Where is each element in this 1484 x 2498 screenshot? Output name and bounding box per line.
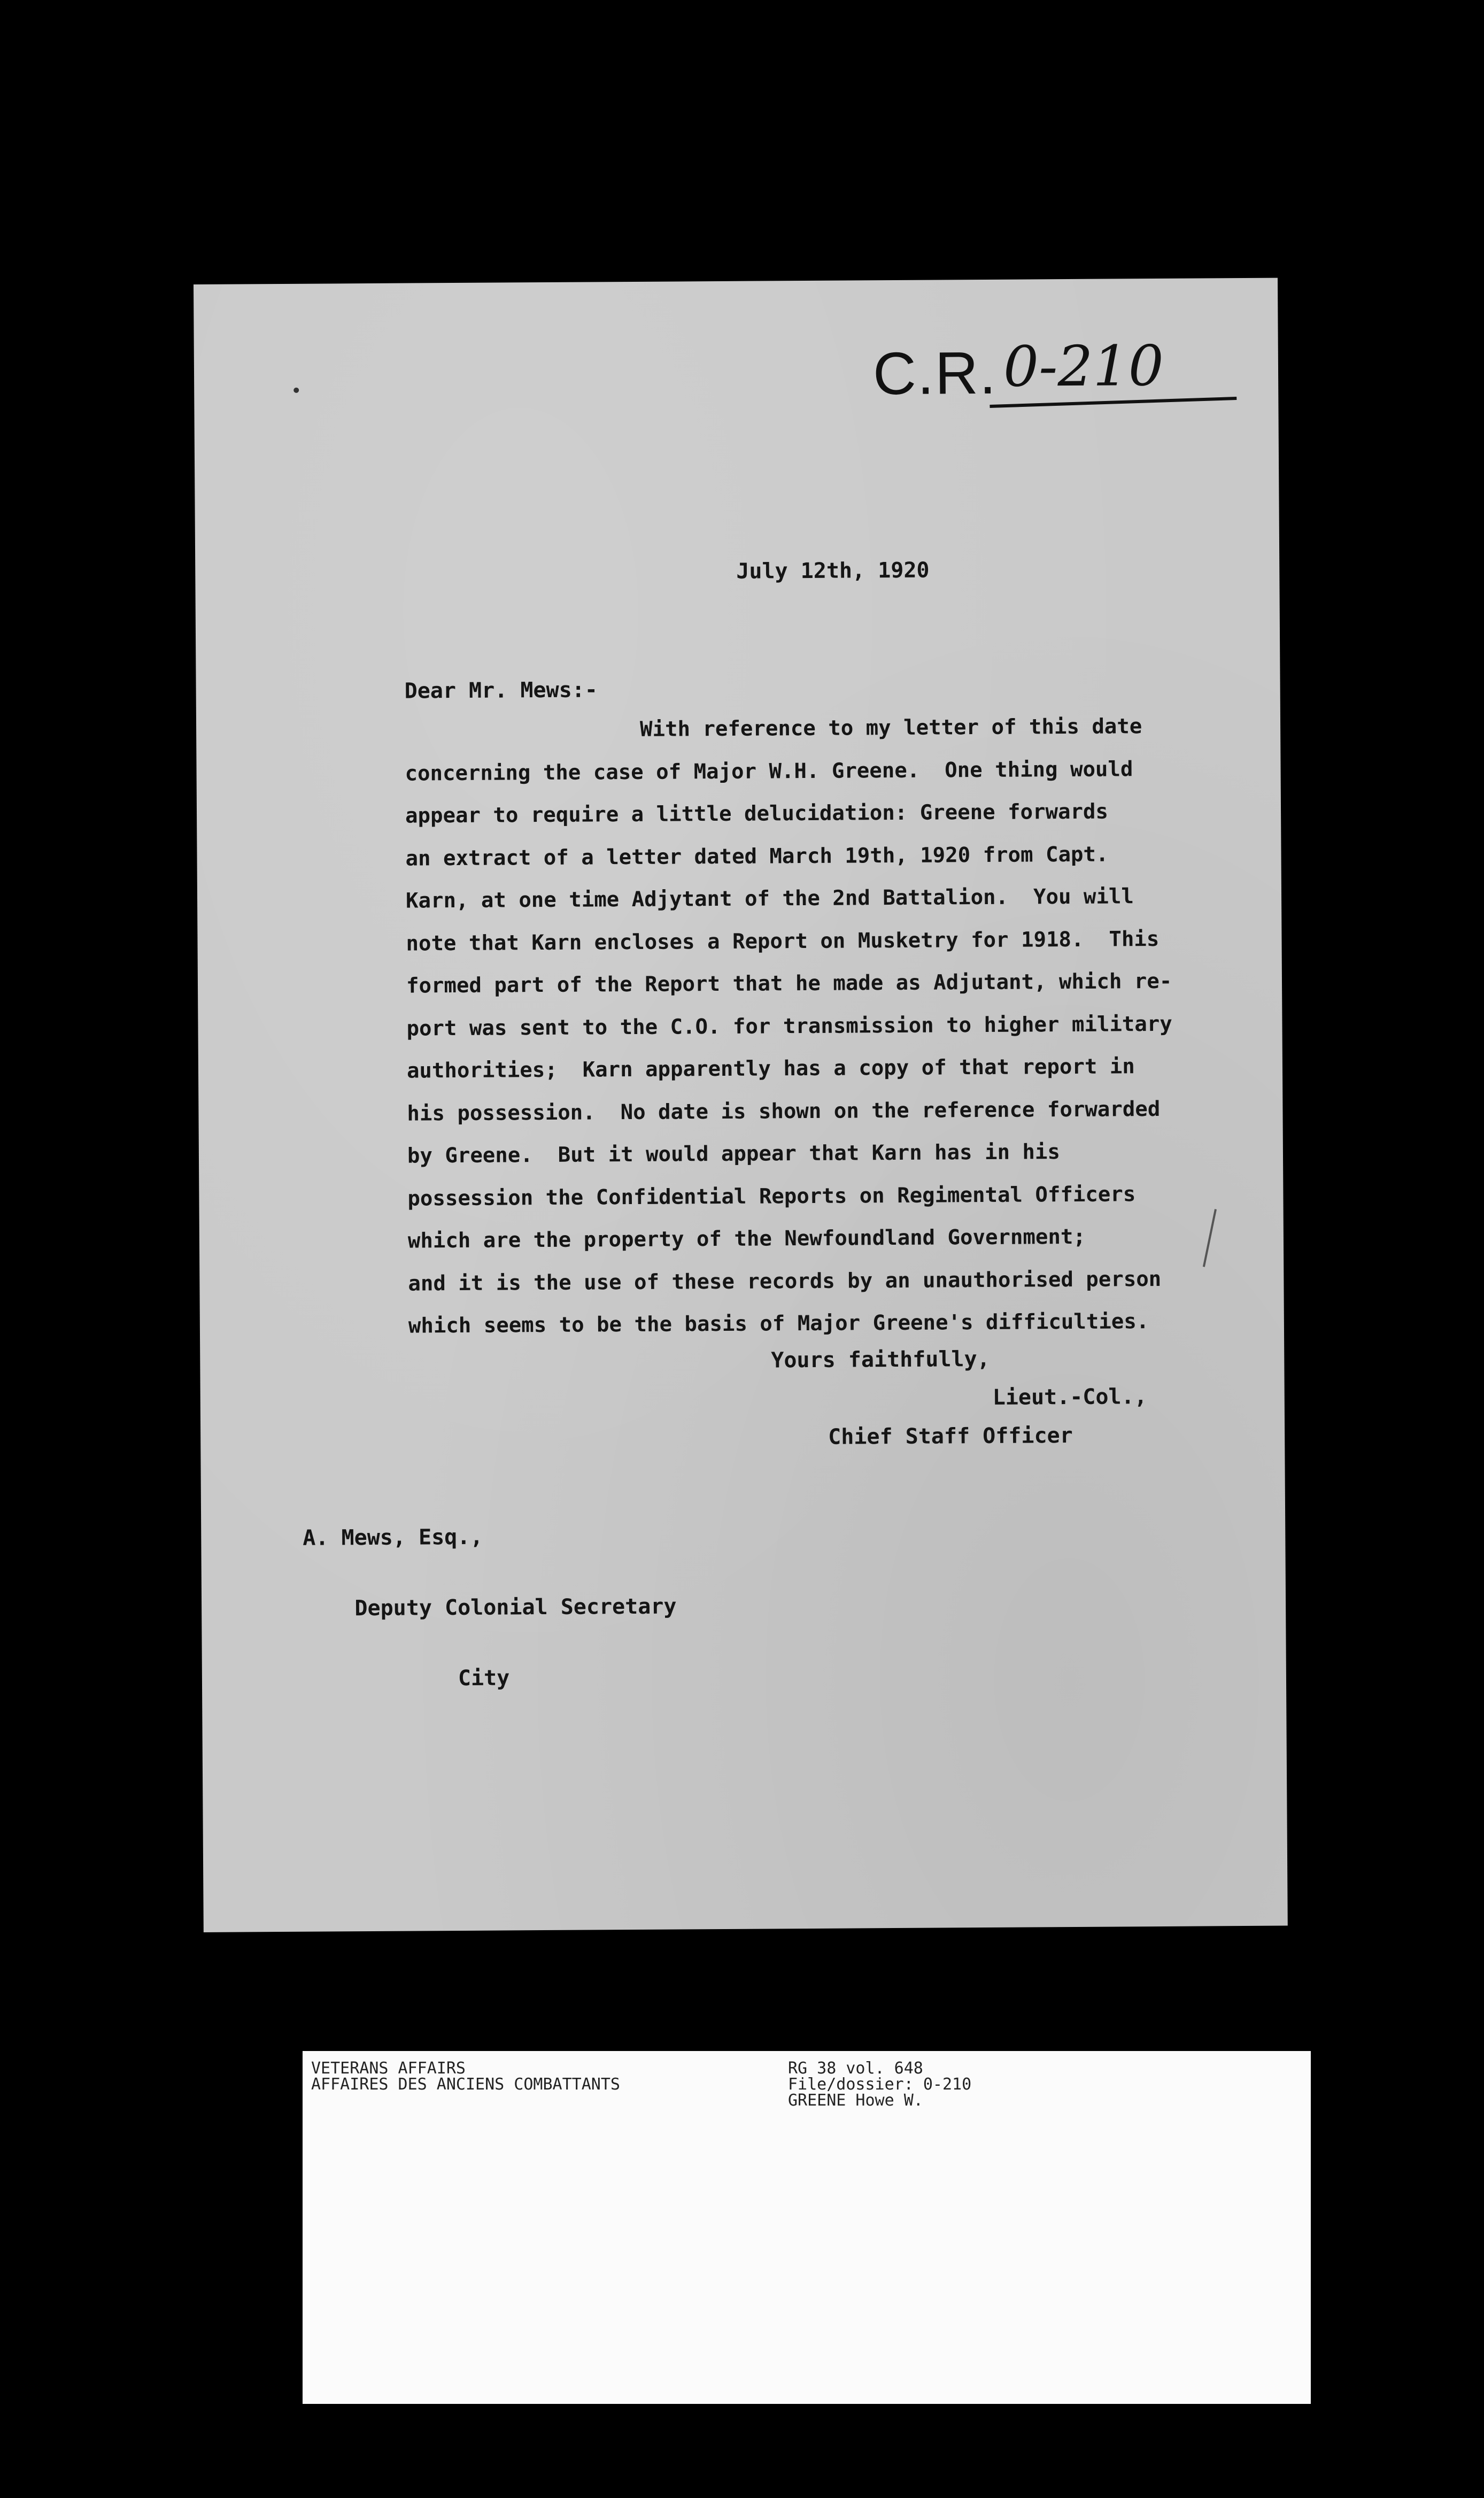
archive-label [303,2051,1311,2404]
label-line: File/dossier: 0-210 [788,2075,972,2094]
signer-title: Chief Staff Officer [828,1423,1073,1450]
letter-body [405,705,1210,1347]
closing: Yours faithfully, [771,1346,990,1373]
addressee-line: City [303,1666,510,1692]
body-line: Karn, at one time Adjytant of the 2nd Battalion. You will [405,884,1134,913]
body-line: an extract of a letter dated March 19th, 1920 from Capt. [405,842,1109,871]
label-line: GREENE Howe W. [788,2091,923,2110]
label-line: AFFAIRES DES ANCIENS COMBATTANTS [311,2075,620,2094]
body-line: With reference to my letter of this date [639,714,1142,742]
body-line: which are the property of the Newfoundland Government; [407,1224,1086,1253]
body-line: formed part of the Report that he made as Adjutant, which re- [406,969,1172,998]
letter-page [194,278,1288,1932]
file-reference-number: 0-210 [1003,333,1164,399]
ink-dot [293,388,299,393]
archive-label-file-info [788,2061,971,2109]
letter-date: July 12th, 1920 [736,558,930,584]
body-line: and it is the use of these records by an unauthorised person [408,1267,1162,1296]
addressee-line: A. Mews, Esq., [303,1524,483,1551]
body-line: note that Karn encloses a Report on Musketry for 1918. This [406,927,1160,956]
body-line: by Greene. But it would appear that Karn has in his [407,1140,1061,1168]
addressee-block [303,1477,677,1738]
body-line: authorities; Karn apparently has a copy of that report in [406,1054,1135,1083]
body-line: port was sent to the C.O. for transmission to higher military [406,1012,1172,1041]
body-line: concerning the case of Major W.H. Greene. One thing would [405,757,1133,786]
addressee-line: Deputy Colonial Secretary [303,1594,677,1621]
body-line: appear to require a little delucidation: Greene forwards [405,799,1109,828]
file-reference-prefix: C.R. [872,339,998,407]
body-line: his possession. No date is shown on the reference forwarded [407,1097,1161,1126]
body-line: possession the Confidential Reports on Regimental Officers [407,1182,1136,1211]
archive-label-department [311,2061,620,2093]
label-line: VETERANS AFFAIRS [311,2059,466,2078]
file-reference [872,333,1248,414]
body-line: which seems to be the basis of Major Greene's difficulties. [408,1309,1149,1338]
label-line: RG 38 vol. 648 [788,2059,923,2078]
salutation: Dear Mr. Mews:- [404,677,598,704]
signer-rank: Lieut.-Col., [992,1384,1147,1410]
